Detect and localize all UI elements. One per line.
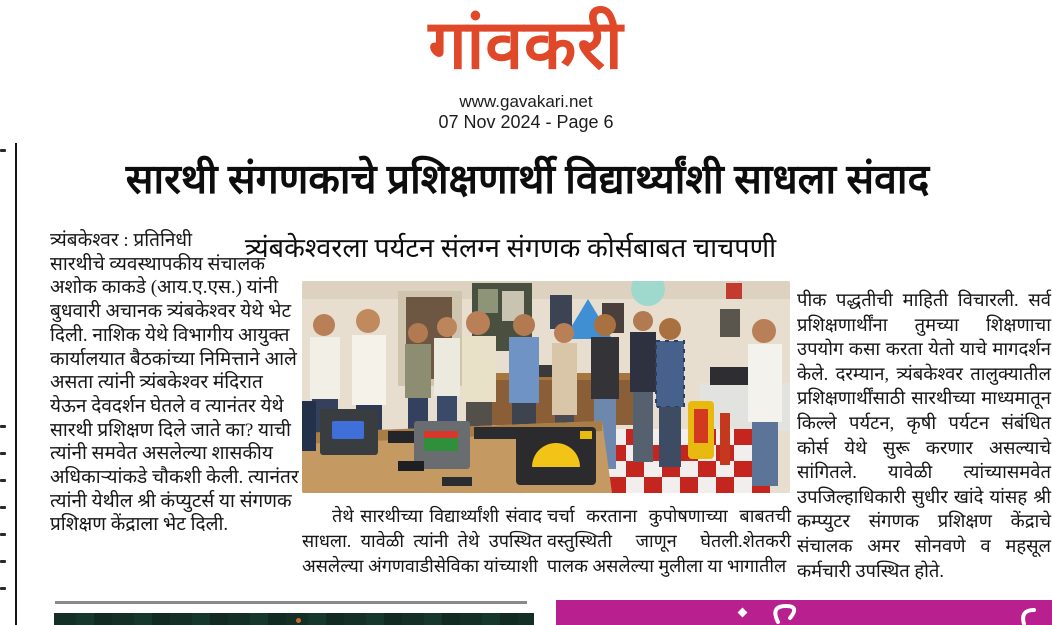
article-right-column: पीक पद्धतीची माहिती विचारली. सर्व प्रशिक्षणार्थींना तुमच्या शिक्षणाचा उपयोग कसा करता येतो याचे मागदर्शन केले. दरम्यान, त्र्यंबकेश्वर तालुक्यातील प्रशिक्षणार्थींसाठी सारथीच्या माध्यमातून किल्ले पर्यटन, कृषी पर्यटन संबंधित कोर्स येथे सुरू करणार असल्याचे सांगितले. यावेळी त्यांच्यासमवेत उपजिल्हाधिकारी सुधीर खांदे यांसह श्री कम्प्युटर संगणक प्रशिक्षण केंद्राचे संचालक अमर सोनवणे व महसूल कर्मचारी उपस्थित होते.: [797, 290, 1051, 581]
edge-text-fragment: [0, 452, 6, 455]
newspaper-website: www.gavakari.net: [459, 92, 593, 111]
edge-text-fragment: [0, 533, 6, 536]
edge-text-fragment: [0, 479, 6, 482]
edge-text-fragment: [0, 506, 6, 509]
article-middle-column-1: तेथे सारथीच्या विद्यार्थ्यांशी संवाद साधला. यावेळी त्यांनी तेथे उपस्थित असलेल्या अंगणवाडीसेविका यांच्याशी: [302, 506, 542, 576]
bottom-left-image-strip: [54, 613, 534, 625]
article-left-body: सारथीचे व्यवस्थापकीय संचालक अशोक काकडे (आय.ए.एस.) यांनी बुधवारी अचानक त्र्यंबकेश्वर येथे भेट दिली. नाशिक येथे विभागीय आयुक्त कार्यालयात बैठकांच्या निमित्ताने आले असता त्यांनी त्र्यंबकेश्वर मंदिरात येऊन देवदर्शन घेतले व त्यानंतर येथे सारथी प्रशिक्षण दिले जाते का? याची त्यांनी समवेत असलेल्या शासकीय अधिकाऱ्यांकडे चौकशी केली. त्यानंतर त्यांनी येथील श्री कंप्युटर्स या संगणक प्रशिक्षण केंद्राला भेट दिली.: [50, 253, 299, 536]
edge-text-fragment: [0, 560, 6, 563]
newspaper-masthead: गांवकरी: [428, 7, 624, 83]
edge-text-fragment: [0, 149, 6, 152]
article-left-column: [50, 229, 303, 537]
date-page-number: 07 Nov 2024 - Page 6: [438, 112, 614, 132]
article-headline: सारथी संगणकाचे प्रशिक्षणार्थी विद्यार्थ्यांशी साधला संवाद: [125, 156, 930, 202]
bottom-right-ad-banner: [556, 600, 1052, 625]
column-divider-rule: [15, 143, 17, 625]
edge-text-fragment: [0, 425, 6, 428]
article-subheadline: त्र्यंबकेश्वरला पर्यटन संलग्न संगणक कोर्सबाबत चाचपणी: [244, 233, 777, 263]
section-divider-line: [55, 601, 527, 604]
article-photo: [302, 281, 790, 493]
edge-text-fragment: [0, 587, 6, 590]
bottom-image-detail: [296, 618, 301, 623]
banner-art-fragment: [556, 600, 1052, 625]
article-middle-column-2: चर्चा करताना कुपोषणाच्या बाबतची वस्तुस्थिती जाणून घेतली.शेतकरी पालक असलेल्या मुलीला या भागातील: [547, 506, 791, 576]
article-photo-illustration: [302, 281, 790, 493]
article-dateline: त्र्यंबकेश्वर : प्रतिनिधी: [50, 230, 193, 251]
